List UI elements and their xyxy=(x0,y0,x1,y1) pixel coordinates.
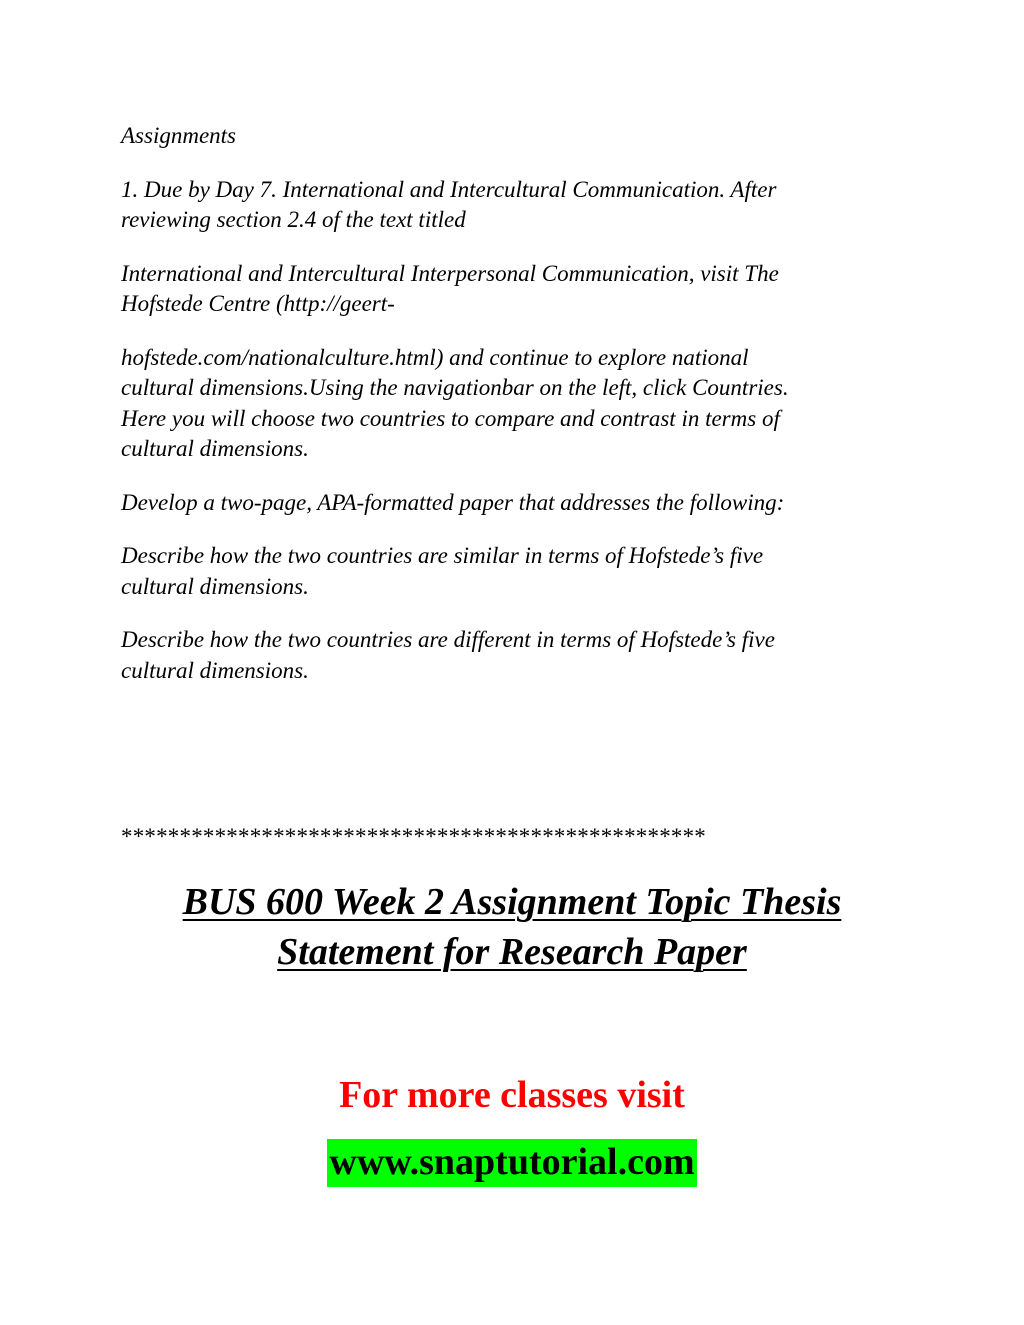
site-link-container xyxy=(0,1139,1024,1187)
title-line: BUS 600 Week 2 Assignment Topic Thesis xyxy=(182,881,842,923)
paragraph-develop-paper xyxy=(121,488,911,519)
paragraph-line: Here you will choose two countries to compare and contrast in terms of xyxy=(121,405,780,431)
paragraph-line: Describe how the two countries are similar in terms of Hofstede’s five xyxy=(121,543,764,568)
title-line: Statement for Research Paper xyxy=(277,931,747,973)
paragraph-visit-hofstede xyxy=(121,259,911,320)
paragraph-explore-dimensions xyxy=(121,343,911,465)
paragraph-line: hofstede.com/nationalculture.html) and continue to explore national xyxy=(121,344,749,370)
paragraph-line: reviewing section 2.4 of the text titled xyxy=(121,207,466,232)
paragraph-line: cultural dimensions. xyxy=(121,657,309,683)
paragraph-line: 1. Due by Day 7. International and Intercultural Communication. After xyxy=(121,176,777,202)
paragraph-due-by-day-7 xyxy=(121,175,911,236)
paragraph-different xyxy=(121,625,911,686)
assignment-body xyxy=(121,121,911,686)
paragraph-line: Describe how the two countries are different in terms of Hofstede’s five xyxy=(121,627,775,652)
paragraph-line: cultural dimensions. xyxy=(121,573,309,599)
paragraph-line: Hofstede Centre (http://geert- xyxy=(121,291,395,316)
asterisk-separator: ************************************************** xyxy=(121,824,706,849)
paragraph-line: Develop a two-page, APA-formatted paper that addresses the following: xyxy=(121,489,785,515)
promo-text: For more classes visit xyxy=(339,1074,685,1116)
paragraph-line: International and Intercultural Interpersonal Communication, visit The xyxy=(121,260,779,286)
document-title xyxy=(0,877,1024,977)
site-link[interactable]: www.snaptutorial.com xyxy=(327,1139,696,1187)
section-heading: Assignments xyxy=(121,123,236,148)
paragraph-line: cultural dimensions. xyxy=(121,436,309,461)
paragraph-similar xyxy=(121,541,911,602)
paragraph-line: cultural dimensions.Using the navigationbar on the left, click Countries. xyxy=(121,375,789,400)
